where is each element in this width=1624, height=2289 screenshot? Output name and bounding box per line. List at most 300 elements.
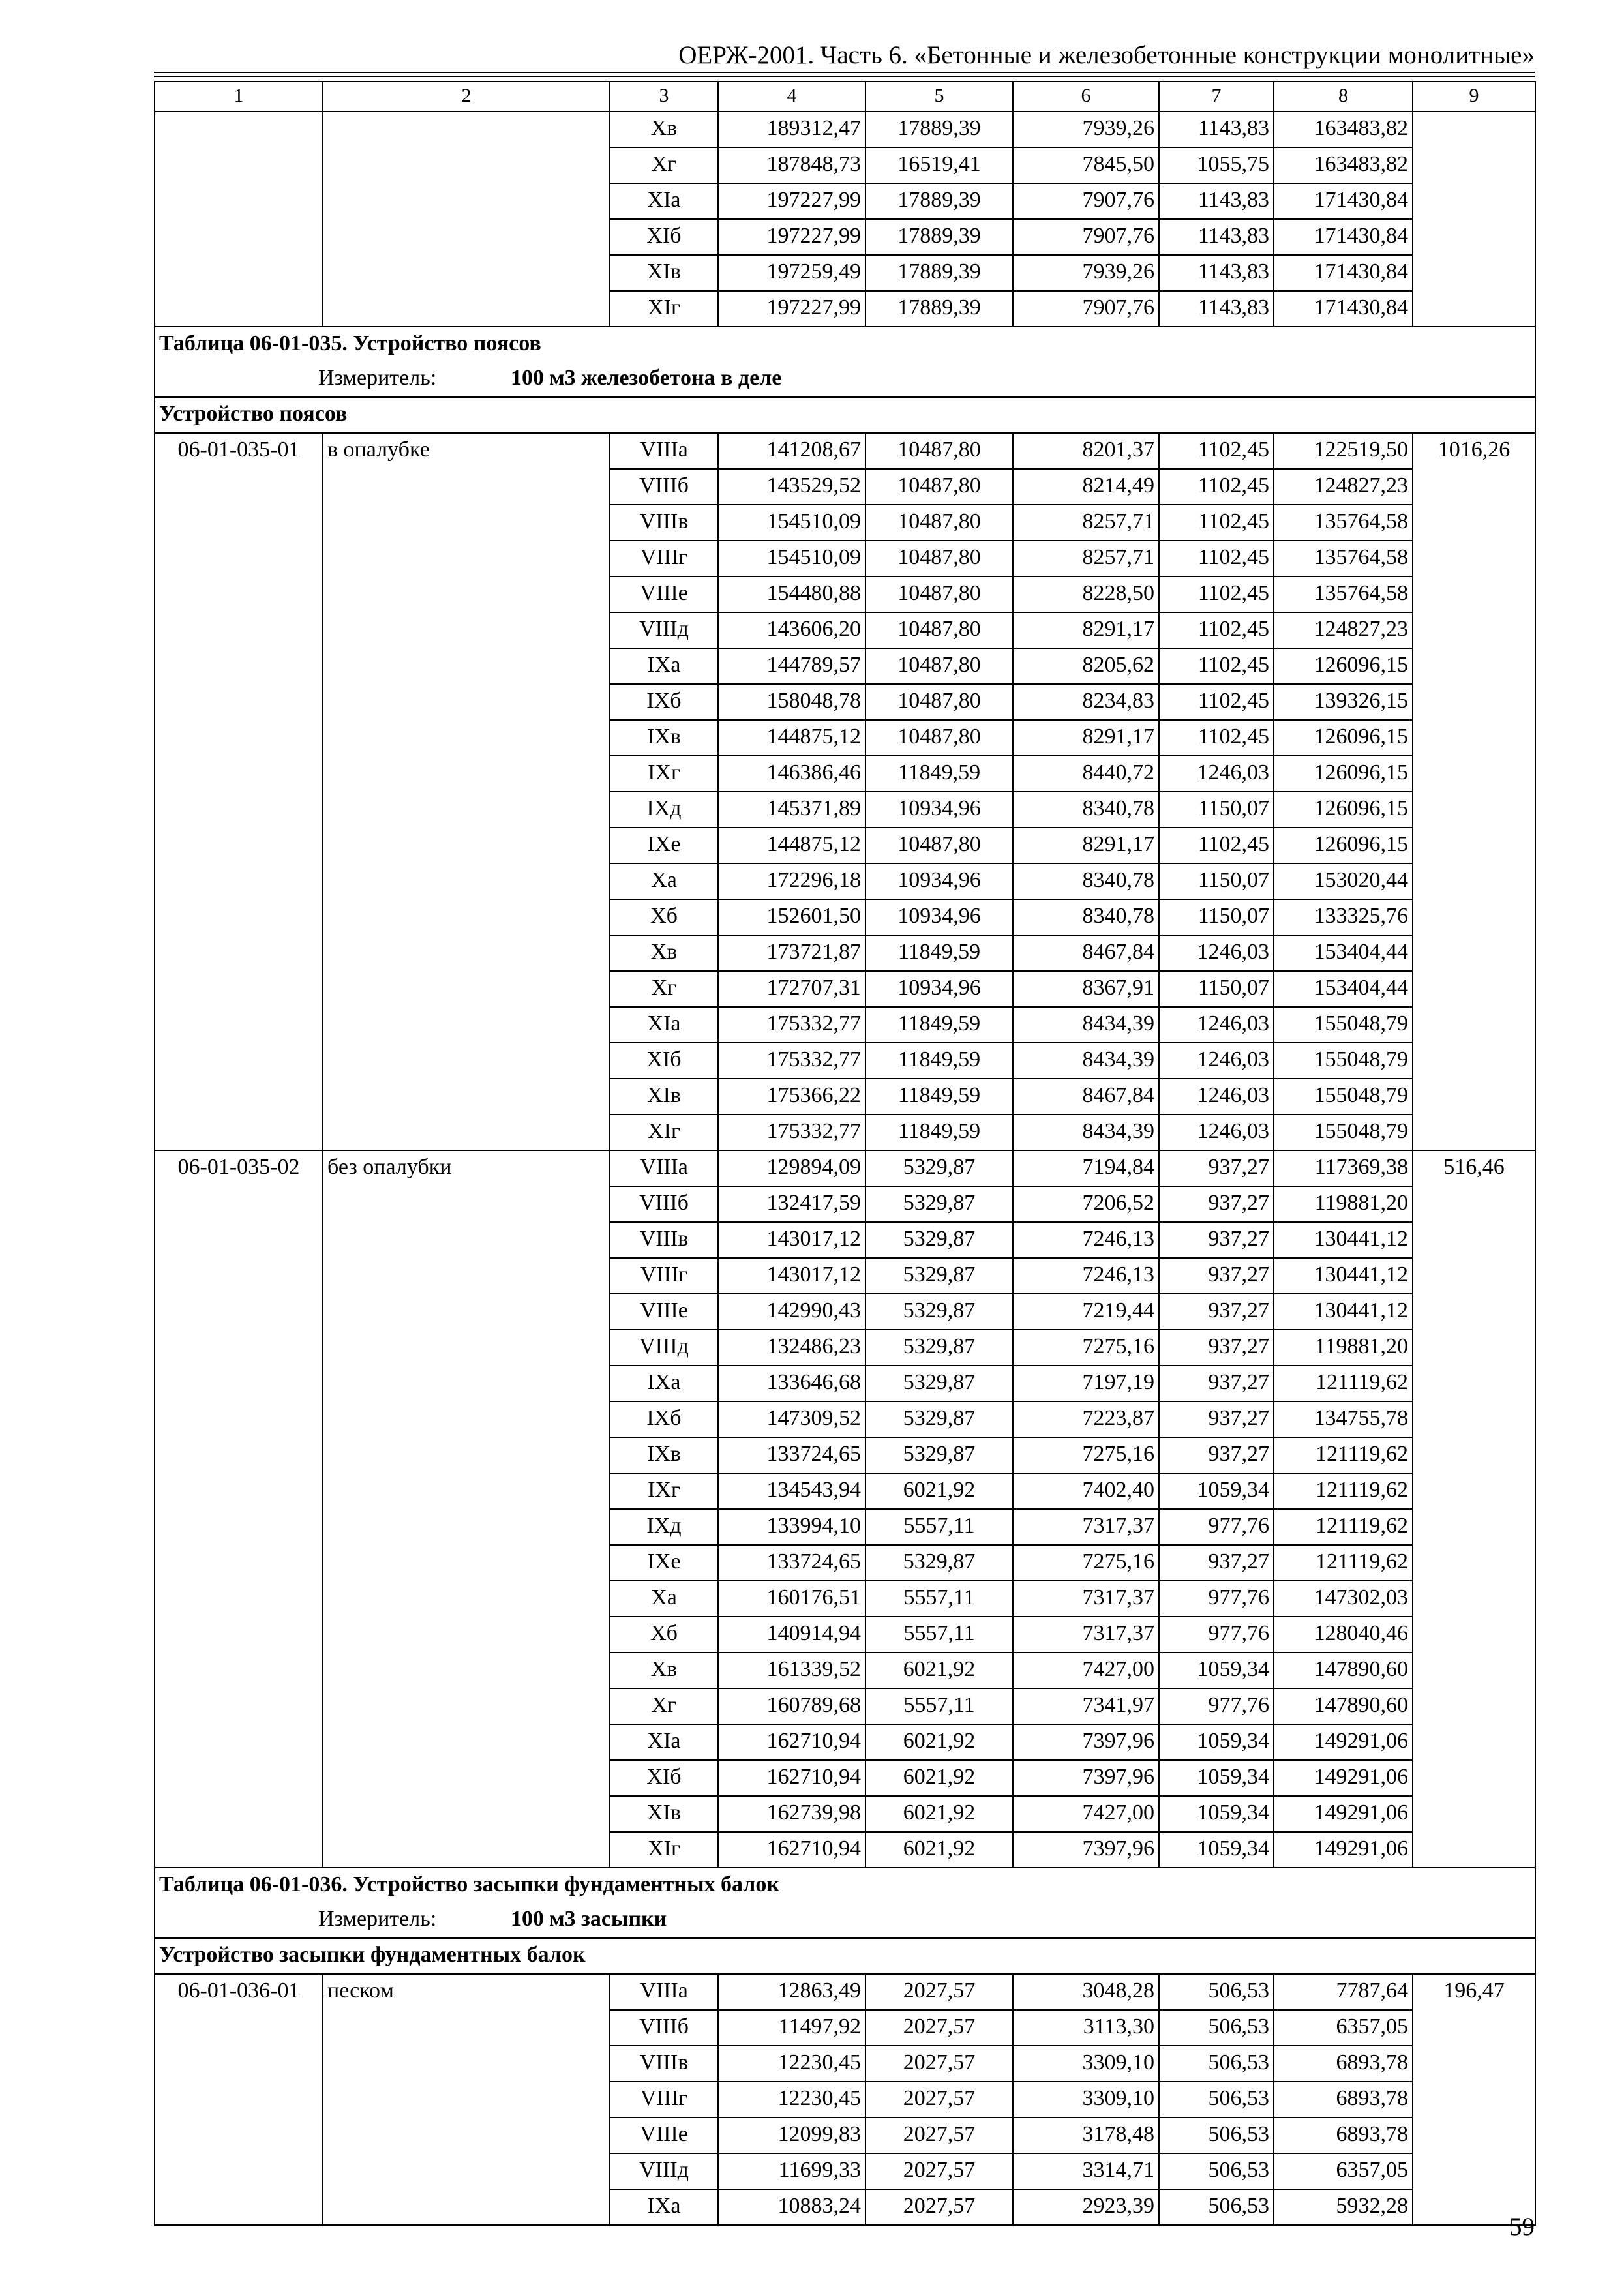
total-cost-cell: 11497,92 — [718, 2010, 865, 2046]
table-row — [155, 1366, 1535, 1401]
rate-code-cell — [155, 1581, 323, 1617]
labor-hours-cell — [1413, 1617, 1535, 1653]
work-name-cell — [323, 1760, 610, 1796]
rate-region-cell: XIа — [610, 183, 718, 219]
total-cost-cell: 140914,94 — [718, 1617, 865, 1653]
rate-code-cell — [155, 648, 323, 684]
rate-code-cell — [155, 1832, 323, 1868]
materials-cost-cell: 153020,44 — [1274, 863, 1413, 899]
work-name-cell — [323, 255, 610, 291]
total-cost-cell: 133724,65 — [718, 1545, 865, 1581]
column-number: 2 — [323, 82, 610, 112]
rate-region-cell: VIIIв — [610, 505, 718, 541]
work-name-cell — [323, 863, 610, 899]
rate-code-cell — [155, 1509, 323, 1545]
rate-region-cell: XIг — [610, 1832, 718, 1868]
labor-cost-cell: 6021,92 — [865, 1724, 1013, 1760]
labor-cost-cell: 5329,87 — [865, 1294, 1013, 1330]
labor-hours-cell — [1413, 863, 1535, 899]
materials-cost-cell: 121119,62 — [1274, 1545, 1413, 1581]
labor-cost-cell: 11849,59 — [865, 1115, 1013, 1150]
header-rule — [154, 76, 1535, 77]
labor-hours-cell: 1016,26 — [1413, 433, 1535, 469]
materials-cost-cell: 6893,78 — [1274, 2082, 1413, 2117]
labor-cost-cell: 17889,39 — [865, 291, 1013, 327]
rate-region-cell: IXб — [610, 684, 718, 720]
materials-cost-cell: 122519,50 — [1274, 433, 1413, 469]
table-row — [155, 1043, 1535, 1079]
rate-region-cell: IXб — [610, 1401, 718, 1437]
operator-wage-cell: 506,53 — [1159, 2117, 1274, 2153]
rate-code-cell — [155, 1007, 323, 1043]
labor-hours-cell — [1413, 720, 1535, 756]
rate-code-cell — [155, 1079, 323, 1115]
materials-cost-cell: 6357,05 — [1274, 2010, 1413, 2046]
labor-hours-cell — [1413, 1545, 1535, 1581]
rate-code-cell — [155, 1294, 323, 1330]
table-row — [155, 2046, 1535, 2082]
total-cost-cell: 160176,51 — [718, 1581, 865, 1617]
rate-code-cell — [155, 1545, 323, 1581]
machine-cost-cell: 7317,37 — [1013, 1617, 1159, 1653]
labor-cost-cell: 5329,87 — [865, 1437, 1013, 1473]
header-rule — [154, 72, 1535, 73]
materials-cost-cell: 126096,15 — [1274, 792, 1413, 828]
rate-code-cell — [155, 255, 323, 291]
rate-code-cell — [155, 219, 323, 255]
total-cost-cell: 10883,24 — [718, 2189, 865, 2225]
total-cost-cell: 154510,09 — [718, 541, 865, 576]
table-row — [155, 1222, 1535, 1258]
labor-cost-cell: 11849,59 — [865, 1007, 1013, 1043]
operator-wage-cell: 506,53 — [1159, 2046, 1274, 2082]
labor-hours-cell — [1413, 1079, 1535, 1115]
materials-cost-cell: 155048,79 — [1274, 1043, 1413, 1079]
price-table — [154, 81, 1536, 2226]
work-name-cell — [323, 1258, 610, 1294]
total-cost-cell: 146386,46 — [718, 756, 865, 792]
total-cost-cell: 133646,68 — [718, 1366, 865, 1401]
total-cost-cell: 142990,43 — [718, 1294, 865, 1330]
labor-cost-cell: 17889,39 — [865, 112, 1013, 147]
operator-wage-cell: 506,53 — [1159, 2189, 1274, 2225]
machine-cost-cell: 7939,26 — [1013, 112, 1159, 147]
operator-wage-cell: 977,76 — [1159, 1581, 1274, 1617]
rate-region-cell: XIв — [610, 1079, 718, 1115]
rate-region-cell: IXа — [610, 648, 718, 684]
labor-hours-cell — [1413, 291, 1535, 327]
rate-region-cell: VIIIб — [610, 469, 718, 505]
rate-region-cell: Xб — [610, 1617, 718, 1653]
total-cost-cell: 160789,68 — [718, 1688, 865, 1724]
materials-cost-cell: 153404,44 — [1274, 971, 1413, 1007]
materials-cost-cell: 130441,12 — [1274, 1294, 1413, 1330]
section-heading-row — [155, 397, 1535, 433]
rate-region-cell: VIIIб — [610, 2010, 718, 2046]
labor-cost-cell: 6021,92 — [865, 1796, 1013, 1832]
unit-value: 100 м3 засыпки — [511, 1907, 667, 1931]
labor-hours-cell — [1413, 1186, 1535, 1222]
total-cost-cell: 143017,12 — [718, 1258, 865, 1294]
labor-hours-cell — [1413, 576, 1535, 612]
total-cost-cell: 132417,59 — [718, 1186, 865, 1222]
labor-hours-cell — [1413, 1294, 1535, 1330]
rate-region-cell: VIIIе — [610, 576, 718, 612]
rate-code-cell — [155, 1043, 323, 1079]
rate-region-cell: VIIIа — [610, 1974, 718, 2010]
materials-cost-cell: 171430,84 — [1274, 255, 1413, 291]
labor-hours-cell — [1413, 112, 1535, 147]
total-cost-cell: 12099,83 — [718, 2117, 865, 2153]
table-row — [155, 863, 1535, 899]
total-cost-cell: 154480,88 — [718, 576, 865, 612]
table-row — [155, 2117, 1535, 2153]
rate-region-cell: Xг — [610, 147, 718, 183]
rate-region-cell: VIIIд — [610, 612, 718, 648]
work-name-cell — [323, 112, 610, 147]
rate-region-cell: XIб — [610, 1760, 718, 1796]
labor-hours-cell — [1413, 1222, 1535, 1258]
rate-region-cell: Xа — [610, 1581, 718, 1617]
table-row — [155, 1150, 1535, 1186]
total-cost-cell: 162710,94 — [718, 1724, 865, 1760]
table-row — [155, 756, 1535, 792]
table-row — [155, 112, 1535, 147]
rate-region-cell: XIб — [610, 219, 718, 255]
rate-region-cell: Xа — [610, 863, 718, 899]
operator-wage-cell: 1102,45 — [1159, 576, 1274, 612]
rate-region-cell: XIг — [610, 1115, 718, 1150]
materials-cost-cell: 153404,44 — [1274, 935, 1413, 971]
materials-cost-cell: 135764,58 — [1274, 576, 1413, 612]
materials-cost-cell: 139326,15 — [1274, 684, 1413, 720]
table-row — [155, 828, 1535, 863]
rate-region-cell: IXв — [610, 720, 718, 756]
operator-wage-cell: 977,76 — [1159, 1617, 1274, 1653]
total-cost-cell: 197227,99 — [718, 183, 865, 219]
operator-wage-cell: 937,27 — [1159, 1294, 1274, 1330]
operator-wage-cell: 937,27 — [1159, 1258, 1274, 1294]
table-row — [155, 1581, 1535, 1617]
machine-cost-cell: 8340,78 — [1013, 899, 1159, 935]
rate-region-cell: XIа — [610, 1007, 718, 1043]
labor-cost-cell: 5557,11 — [865, 1617, 1013, 1653]
labor-hours-cell — [1413, 684, 1535, 720]
operator-wage-cell: 1246,03 — [1159, 1043, 1274, 1079]
machine-cost-cell: 7907,76 — [1013, 291, 1159, 327]
table-row — [155, 1294, 1535, 1330]
rate-code-cell: 06-01-035-02 — [155, 1150, 323, 1186]
machine-cost-cell: 7275,16 — [1013, 1330, 1159, 1366]
operator-wage-cell: 1246,03 — [1159, 756, 1274, 792]
table-title: Таблица 06-01-035. Устройство поясов — [155, 327, 1535, 362]
total-cost-cell: 141208,67 — [718, 433, 865, 469]
rate-region-cell: Xв — [610, 935, 718, 971]
labor-cost-cell: 2027,57 — [865, 2046, 1013, 2082]
operator-wage-cell: 1059,34 — [1159, 1473, 1274, 1509]
machine-cost-cell: 7341,97 — [1013, 1688, 1159, 1724]
rate-code-cell — [155, 1653, 323, 1688]
rate-region-cell: VIIIг — [610, 2082, 718, 2117]
work-name-cell — [323, 1079, 610, 1115]
materials-cost-cell: 149291,06 — [1274, 1724, 1413, 1760]
labor-hours-cell — [1413, 756, 1535, 792]
work-name-cell — [323, 828, 610, 863]
rate-region-cell: VIIIг — [610, 541, 718, 576]
table-row — [155, 1545, 1535, 1581]
column-number: 1 — [155, 82, 323, 112]
materials-cost-cell: 147302,03 — [1274, 1581, 1413, 1617]
rate-code-cell: 06-01-035-01 — [155, 433, 323, 469]
labor-cost-cell: 2027,57 — [865, 2010, 1013, 2046]
materials-cost-cell: 149291,06 — [1274, 1796, 1413, 1832]
table-row — [155, 648, 1535, 684]
total-cost-cell: 175332,77 — [718, 1007, 865, 1043]
table-row — [155, 576, 1535, 612]
labor-hours-cell — [1413, 1724, 1535, 1760]
operator-wage-cell: 1102,45 — [1159, 469, 1274, 505]
labor-hours-cell — [1413, 1832, 1535, 1868]
materials-cost-cell: 130441,12 — [1274, 1258, 1413, 1294]
work-name-cell — [323, 1581, 610, 1617]
labor-hours-cell — [1413, 612, 1535, 648]
rate-code-cell — [155, 291, 323, 327]
machine-cost-cell: 8291,17 — [1013, 612, 1159, 648]
total-cost-cell: 161339,52 — [718, 1653, 865, 1688]
labor-hours-cell — [1413, 1366, 1535, 1401]
machine-cost-cell: 3309,10 — [1013, 2082, 1159, 2117]
work-name-cell — [323, 2189, 610, 2225]
materials-cost-cell: 119881,20 — [1274, 1330, 1413, 1366]
materials-cost-cell: 121119,62 — [1274, 1509, 1413, 1545]
rate-code-cell — [155, 1724, 323, 1760]
table-row — [155, 505, 1535, 541]
unit-cell — [155, 362, 1535, 397]
labor-cost-cell: 5329,87 — [865, 1545, 1013, 1581]
total-cost-cell: 158048,78 — [718, 684, 865, 720]
rate-region-cell: VIIIб — [610, 1186, 718, 1222]
labor-cost-cell: 2027,57 — [865, 2153, 1013, 2189]
rate-code-cell — [155, 147, 323, 183]
machine-cost-cell: 8467,84 — [1013, 935, 1159, 971]
machine-cost-cell: 7317,37 — [1013, 1509, 1159, 1545]
operator-wage-cell: 1059,34 — [1159, 1796, 1274, 1832]
unit-value: 100 м3 железобетона в деле — [511, 366, 782, 390]
table-row — [155, 1473, 1535, 1509]
materials-cost-cell: 147890,60 — [1274, 1653, 1413, 1688]
rate-region-cell: Xг — [610, 971, 718, 1007]
table-row — [155, 541, 1535, 576]
labor-cost-cell: 10934,96 — [865, 971, 1013, 1007]
machine-cost-cell: 7845,50 — [1013, 147, 1159, 183]
operator-wage-cell: 1246,03 — [1159, 1115, 1274, 1150]
labor-hours-cell — [1413, 971, 1535, 1007]
rate-code-cell — [155, 2153, 323, 2189]
table-row — [155, 255, 1535, 291]
page-number: 59 — [1509, 2213, 1535, 2241]
work-name-cell — [323, 291, 610, 327]
labor-hours-cell — [1413, 219, 1535, 255]
machine-cost-cell: 7907,76 — [1013, 183, 1159, 219]
machine-cost-cell: 7907,76 — [1013, 219, 1159, 255]
table-row — [155, 684, 1535, 720]
materials-cost-cell: 135764,58 — [1274, 505, 1413, 541]
materials-cost-cell: 124827,23 — [1274, 469, 1413, 505]
rate-code-cell — [155, 183, 323, 219]
table-row — [155, 183, 1535, 219]
total-cost-cell: 12230,45 — [718, 2082, 865, 2117]
operator-wage-cell: 506,53 — [1159, 1974, 1274, 2010]
rate-code-cell — [155, 1760, 323, 1796]
operator-wage-cell: 1055,75 — [1159, 147, 1274, 183]
operator-wage-cell: 1102,45 — [1159, 433, 1274, 469]
labor-hours-cell — [1413, 147, 1535, 183]
labor-hours-cell — [1413, 792, 1535, 828]
work-name-cell — [323, 183, 610, 219]
work-name-cell — [323, 935, 610, 971]
labor-hours-cell — [1413, 505, 1535, 541]
operator-wage-cell: 937,27 — [1159, 1330, 1274, 1366]
materials-cost-cell: 171430,84 — [1274, 183, 1413, 219]
section-heading-row — [155, 1938, 1535, 1974]
operator-wage-cell: 937,27 — [1159, 1545, 1274, 1581]
total-cost-cell: 189312,47 — [718, 112, 865, 147]
operator-wage-cell: 1143,83 — [1159, 112, 1274, 147]
column-number: 6 — [1013, 82, 1159, 112]
total-cost-cell: 175366,22 — [718, 1079, 865, 1115]
work-name-cell — [323, 1007, 610, 1043]
machine-cost-cell: 8340,78 — [1013, 863, 1159, 899]
materials-cost-cell: 6357,05 — [1274, 2153, 1413, 2189]
labor-cost-cell: 6021,92 — [865, 1473, 1013, 1509]
machine-cost-cell: 8434,39 — [1013, 1043, 1159, 1079]
table-row — [155, 469, 1535, 505]
rate-region-cell: IXд — [610, 1509, 718, 1545]
materials-cost-cell: 149291,06 — [1274, 1760, 1413, 1796]
operator-wage-cell: 1102,45 — [1159, 828, 1274, 863]
labor-cost-cell: 5329,87 — [865, 1401, 1013, 1437]
labor-hours-cell — [1413, 1437, 1535, 1473]
materials-cost-cell: 155048,79 — [1274, 1007, 1413, 1043]
total-cost-cell: 144875,12 — [718, 828, 865, 863]
rate-region-cell: Xв — [610, 112, 718, 147]
rate-region-cell: Xб — [610, 899, 718, 935]
labor-cost-cell: 5329,87 — [865, 1366, 1013, 1401]
materials-cost-cell: 135764,58 — [1274, 541, 1413, 576]
operator-wage-cell: 1102,45 — [1159, 505, 1274, 541]
rate-region-cell: VIIIд — [610, 1330, 718, 1366]
operator-wage-cell: 506,53 — [1159, 2082, 1274, 2117]
labor-hours-cell — [1413, 1509, 1535, 1545]
work-name-cell — [323, 1796, 610, 1832]
work-name-cell — [323, 1330, 610, 1366]
rate-code-cell — [155, 2010, 323, 2046]
labor-hours-cell: 516,46 — [1413, 1150, 1535, 1186]
rate-code-cell — [155, 2082, 323, 2117]
labor-cost-cell: 5329,87 — [865, 1186, 1013, 1222]
operator-wage-cell: 1150,07 — [1159, 971, 1274, 1007]
machine-cost-cell: 7246,13 — [1013, 1222, 1159, 1258]
rate-region-cell: IXе — [610, 828, 718, 863]
labor-hours-cell — [1413, 2153, 1535, 2189]
rate-code-cell — [155, 505, 323, 541]
labor-cost-cell: 17889,39 — [865, 219, 1013, 255]
work-name-cell — [323, 2153, 610, 2189]
machine-cost-cell: 7397,96 — [1013, 1724, 1159, 1760]
total-cost-cell: 143606,20 — [718, 612, 865, 648]
operator-wage-cell: 1246,03 — [1159, 935, 1274, 971]
machine-cost-cell: 8234,83 — [1013, 684, 1159, 720]
materials-cost-cell: 171430,84 — [1274, 219, 1413, 255]
labor-hours-cell — [1413, 2010, 1535, 2046]
machine-cost-cell: 8291,17 — [1013, 720, 1159, 756]
labor-cost-cell: 2027,57 — [865, 1974, 1013, 2010]
rate-code-cell — [155, 1688, 323, 1724]
work-name-cell — [323, 2046, 610, 2082]
rate-region-cell: VIIIе — [610, 2117, 718, 2153]
operator-wage-cell: 977,76 — [1159, 1509, 1274, 1545]
work-name-cell — [323, 469, 610, 505]
total-cost-cell: 175332,77 — [718, 1043, 865, 1079]
table-row — [155, 1007, 1535, 1043]
operator-wage-cell: 937,27 — [1159, 1150, 1274, 1186]
rate-region-cell: XIг — [610, 291, 718, 327]
rate-region-cell: XIб — [610, 1043, 718, 1079]
table-row — [155, 1115, 1535, 1150]
labor-cost-cell: 11849,59 — [865, 935, 1013, 971]
work-name-cell — [323, 684, 610, 720]
table-row — [155, 1724, 1535, 1760]
total-cost-cell: 152601,50 — [718, 899, 865, 935]
work-name-cell: в опалубке — [323, 433, 610, 469]
labor-hours-cell — [1413, 1115, 1535, 1150]
rate-region-cell: VIIIг — [610, 1258, 718, 1294]
table-row — [155, 2189, 1535, 2225]
operator-wage-cell: 1059,34 — [1159, 1724, 1274, 1760]
labor-cost-cell: 11849,59 — [865, 1079, 1013, 1115]
materials-cost-cell: 126096,15 — [1274, 648, 1413, 684]
operator-wage-cell: 1059,34 — [1159, 1832, 1274, 1868]
table-title-row — [155, 327, 1535, 362]
operator-wage-cell: 1102,45 — [1159, 612, 1274, 648]
operator-wage-cell: 937,27 — [1159, 1401, 1274, 1437]
work-name-cell — [323, 1401, 610, 1437]
machine-cost-cell: 7397,96 — [1013, 1760, 1159, 1796]
rate-code-cell — [155, 1473, 323, 1509]
operator-wage-cell: 1059,34 — [1159, 1653, 1274, 1688]
materials-cost-cell: 121119,62 — [1274, 1366, 1413, 1401]
machine-cost-cell: 3314,71 — [1013, 2153, 1159, 2189]
rate-code-cell — [155, 1796, 323, 1832]
machine-cost-cell: 8467,84 — [1013, 1079, 1159, 1115]
total-cost-cell: 143017,12 — [718, 1222, 865, 1258]
table-row — [155, 935, 1535, 971]
materials-cost-cell: 117369,38 — [1274, 1150, 1413, 1186]
total-cost-cell: 162739,98 — [718, 1796, 865, 1832]
total-cost-cell: 173721,87 — [718, 935, 865, 971]
labor-hours-cell — [1413, 183, 1535, 219]
materials-cost-cell: 119881,20 — [1274, 1186, 1413, 1222]
machine-cost-cell: 8291,17 — [1013, 828, 1159, 863]
rate-code-cell — [155, 2117, 323, 2153]
labor-hours-cell — [1413, 1688, 1535, 1724]
rate-code-cell — [155, 684, 323, 720]
work-name-cell — [323, 1724, 610, 1760]
table-row — [155, 1401, 1535, 1437]
table-row — [155, 433, 1535, 469]
machine-cost-cell: 8228,50 — [1013, 576, 1159, 612]
work-name-cell — [323, 899, 610, 935]
